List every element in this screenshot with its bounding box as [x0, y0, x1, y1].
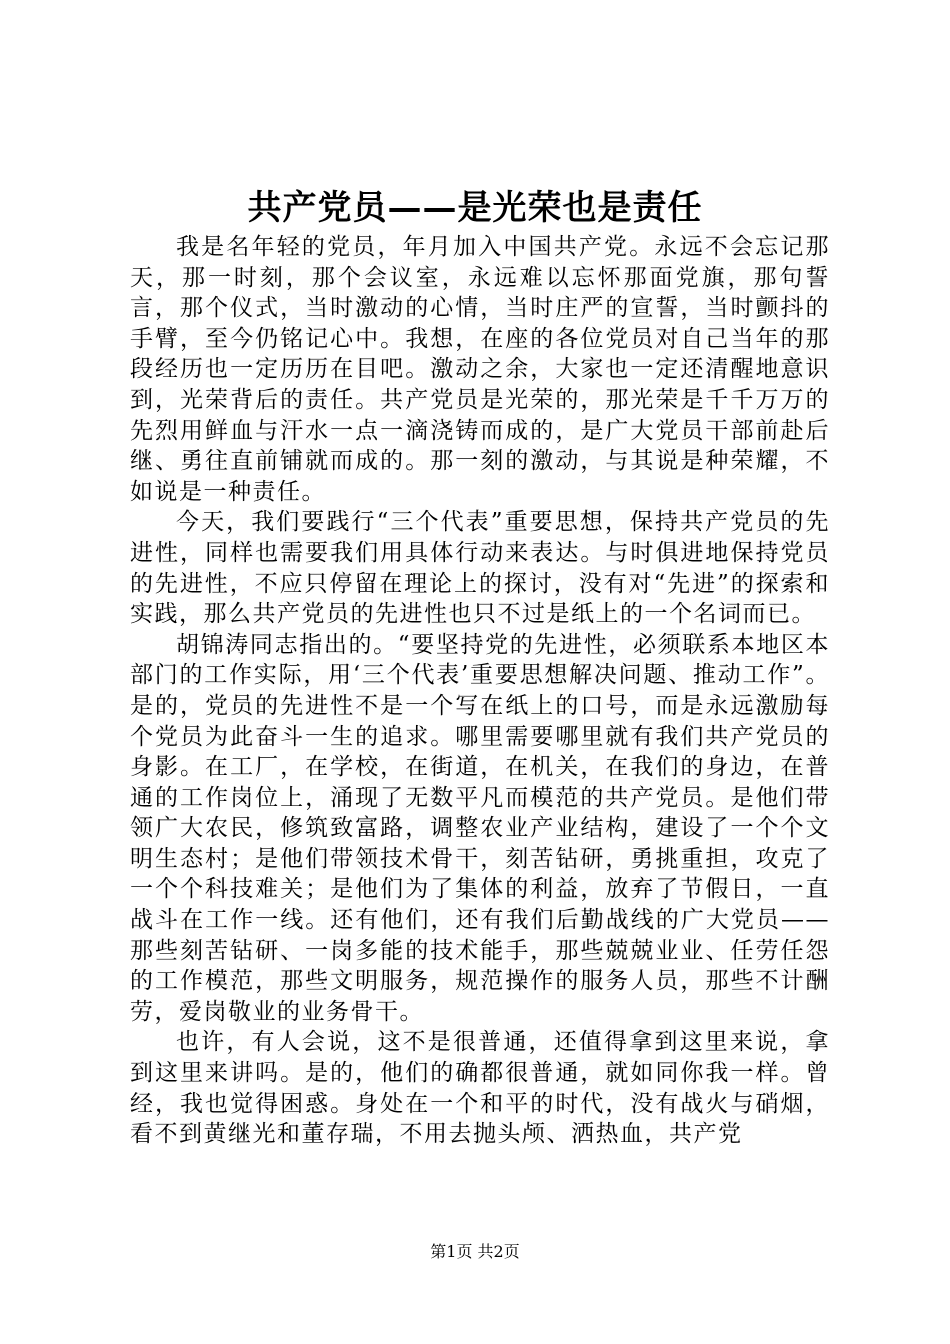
- paragraph-1: 我是名年轻的党员，年月加入中国共产党。永远不会忘记那天，那一时刻，那个会议室，永远难以忘怀那面党旗，那句誓言，那个仪式，当时激动的心情，当时庄严的宣誓，当时颤抖的手臂，至今仍铭记心中。我想，在座的各位党员对自己当年的那段经历也一定历历在目吧。激动之余，大家也一定还清醒地意识到，光荣背后的责任。共产党员是光荣的，那光荣是千千万万的先烈用鲜血与汗水一点一滴浇铸而成的，是广大党员干部前赴后继、勇往直前铺就而成的。那一刻的激动，与其说是种荣耀，不如说是一种责任。: [130, 234, 830, 505]
- paragraph-4: 也许，有人会说，这不是很普通，还值得拿到这里来说，拿到这里来讲吗。是的，他们的确都很普通，就如同你我一样。曾经，我也觉得困惑。身处在一个和平的时代，没有战火与硝烟，看不到黄继光和董存瑞，不用去抛头颅、洒热血，共产党: [130, 1029, 830, 1148]
- page-number-footer: 第1页 共2页: [430, 1242, 520, 1261]
- document-body: [130, 232, 830, 1150]
- document-title: 共产党员——是光荣也是责任: [247, 188, 703, 228]
- paragraph-3: 胡锦涛同志指出的。“要坚持党的先进性，必须联系本地区本部门的工作实际，用‘三个代表’重要思想解决问题、推动工作”。是的，党员的先进性不是一个写在纸上的口号，而是永远激励每个党员为此奋斗一生的追求。哪里需要哪里就有我们共产党员的身影。在工厂，在学校，在街道，在机关，在我们的身边，在普通的工作岗位上，涌现了无数平凡而模范的共产党员。是他们带领广大农民，修筑致富路，调整农业产业结构，建设了一个个文明生态村；是他们带领技术骨干，刻苦钻研，勇挑重担，攻克了一个个科技难关；是他们为了集体的利益，放弃了节假日，一直战斗在工作一线。还有他们，还有我们后勤战线的广大党员——那些刻苦钻研、一岗多能的技术能手，那些兢兢业业、任劳任怨的工作模范，那些文明服务，规范操作的服务人员，那些不计酬劳，爱岗敬业的业务骨干。: [130, 631, 830, 1025]
- paragraph-2: 今天，我们要践行“三个代表”重要思想，保持共产党员的先进性，同样也需要我们用具体行动来表达。与时俱进地保持党员的先进性，不应只停留在理论上的探讨，没有对“先进”的探索和实践，那么共产党员的先进性也只不过是纸上的一个名词而已。: [130, 509, 830, 628]
